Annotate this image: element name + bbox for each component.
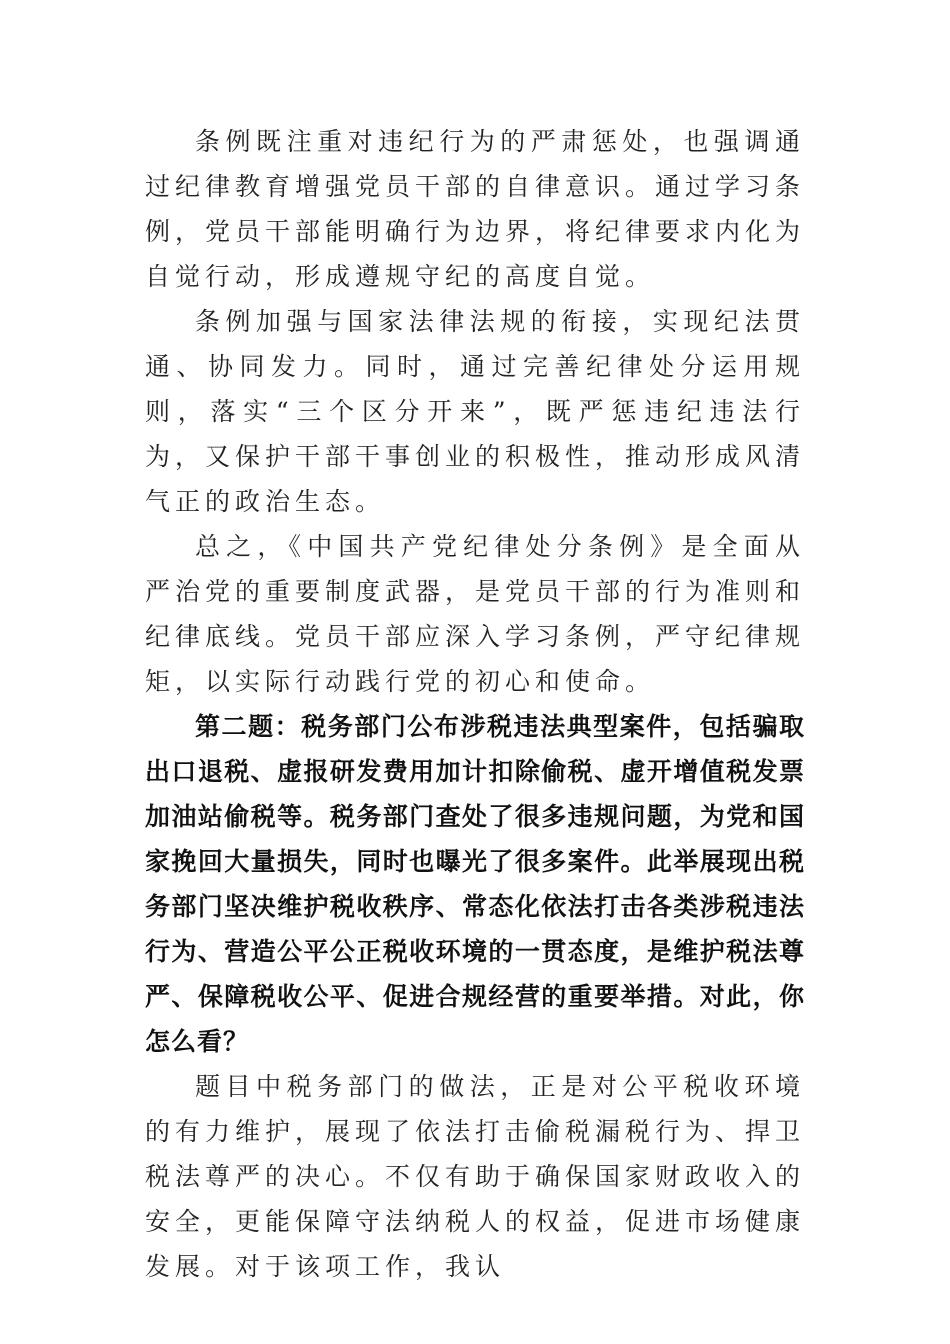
paragraph-discipline-education: 条例既注重对违纪行为的严肃惩处，也强调通过纪律教育增强党员干部的自律意识。通过学习条例，党员干部能明确行为边界，将纪律要求内化为自觉行动，形成遵规守纪的高度自觉。	[145, 127, 806, 291]
question-two-heading: 第二题：税务部门公布涉税违法典型案件，包括骗取出口退税、虚报研发费用加计扣除偷税、虚开增值税发票加油站偷税等。税务部门查处了很多违规问题，为党和国家挽回大量损失，同时也曝光了很多案件。此举展现出税务部门坚决维护税收秩序、常态化依法打击各类涉税违法行为、营造公平公正税收环境的一贯态度，是维护税法尊严、保障税收公平、促进合规经营的重要举措。对此，你怎么看？	[145, 712, 805, 1056]
paragraph-answer-intro: 题目中税务部门的做法，正是对公平税收环境的有力维护，展现了依法打击偷税漏税行为、捍卫税法尊严的决心。不仅有助于确保国家财政收入的安全，更能保障守法纳税人的权益，促进市场健康发展。对于该项工作，我认	[145, 1072, 806, 1281]
paragraph-conclusion: 总之，《中国共产党纪律处分条例》是全面从严治党的重要制度武器，是党员干部的行为准则和纪律底线。党员干部应深入学习条例，严守纪律规矩，以实际行动践行党的初心和使命。	[145, 532, 806, 696]
paragraph-law-connection: 条例加强与国家法律法规的衔接，实现纪法贯通、协同发力。同时，通过完善纪律处分运用规则，落实“三个区分开来”，既严惩违纪违法行为，又保护干部干事创业的积极性，推动形成风清气正的政治生态。	[145, 307, 806, 516]
document-body	[145, 119, 805, 1289]
